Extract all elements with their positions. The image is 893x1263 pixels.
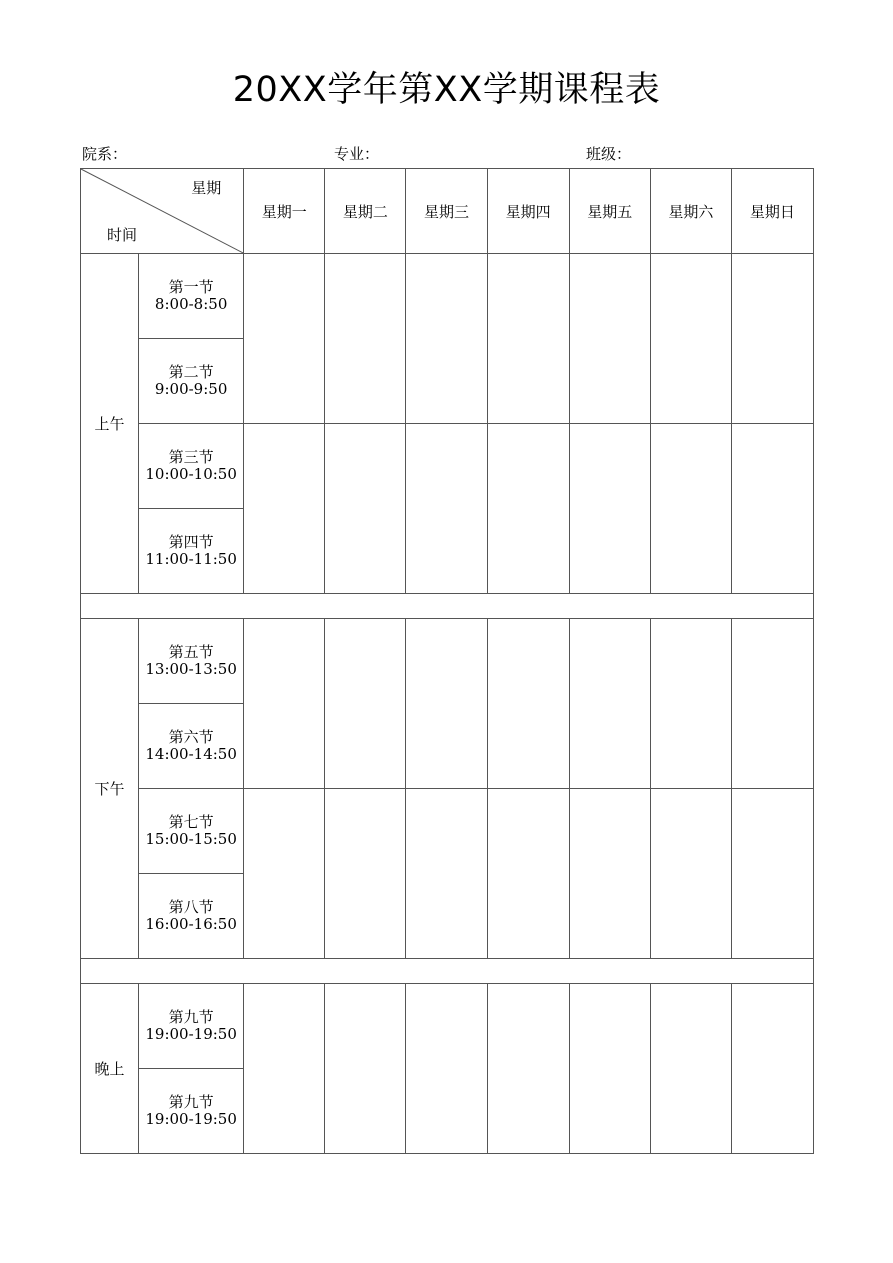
course-cell[interactable] (650, 984, 731, 1154)
break-cell (81, 594, 814, 619)
course-cell[interactable] (731, 424, 813, 594)
day-header-wed: 星期三 (406, 169, 487, 254)
section-label-afternoon: 下午 (81, 619, 139, 959)
corner-time-label: 时间 (107, 226, 138, 244)
period-time: 14:00-14:50 (145, 745, 237, 763)
table-row (81, 789, 814, 874)
course-cell[interactable] (487, 254, 569, 424)
period-name: 第七节 (168, 813, 214, 831)
course-cell[interactable] (487, 789, 569, 959)
day-header-fri: 星期五 (569, 169, 650, 254)
period-name: 第六节 (168, 728, 214, 746)
course-cell[interactable] (650, 619, 731, 789)
day-header-tue: 星期二 (325, 169, 406, 254)
period-time: 16:00-16:50 (145, 915, 237, 933)
table-row (81, 424, 814, 509)
period-time: 13:00-13:50 (145, 660, 237, 678)
section-label-evening: 晚上 (81, 984, 139, 1154)
course-cell[interactable] (487, 424, 569, 594)
corner-header-cell (81, 169, 244, 254)
day-header-sun: 星期日 (731, 169, 813, 254)
table-row (81, 254, 814, 339)
period-name: 第三节 (168, 448, 214, 466)
page-title: 20XX学年第XX学期课程表 (232, 70, 661, 110)
course-cell[interactable] (406, 619, 487, 789)
course-cell[interactable] (731, 789, 813, 959)
course-cell[interactable] (650, 254, 731, 424)
corner-weekday-label: 星期 (191, 179, 222, 197)
period-time: 19:00-19:50 (145, 1025, 237, 1043)
break-row (81, 594, 814, 619)
period-time: 19:00-19:50 (145, 1110, 237, 1128)
course-cell[interactable] (244, 254, 325, 424)
header-row (81, 169, 814, 254)
period-cell (139, 619, 244, 704)
course-cell[interactable] (731, 254, 813, 424)
course-cell[interactable] (487, 619, 569, 789)
period-name: 第二节 (168, 363, 214, 381)
course-cell[interactable] (569, 424, 650, 594)
period-name: 第九节 (168, 1008, 214, 1026)
period-time: 11:00-11:50 (145, 550, 237, 568)
period-cell (139, 874, 244, 959)
course-cell[interactable] (325, 984, 406, 1154)
schedule-table (80, 168, 814, 1154)
course-cell[interactable] (325, 789, 406, 959)
break-cell (81, 959, 814, 984)
period-time: 10:00-10:50 (145, 465, 237, 483)
period-cell (139, 984, 244, 1069)
period-name: 第五节 (168, 643, 214, 661)
period-cell (139, 704, 244, 789)
course-cell[interactable] (650, 789, 731, 959)
section-label-morning: 上午 (81, 254, 139, 594)
course-cell[interactable] (244, 984, 325, 1154)
course-cell[interactable] (244, 424, 325, 594)
period-cell (139, 424, 244, 509)
period-name: 第一节 (168, 278, 214, 296)
period-time: 9:00-9:50 (154, 380, 228, 398)
course-cell[interactable] (244, 789, 325, 959)
course-cell[interactable] (406, 789, 487, 959)
period-time: 15:00-15:50 (145, 830, 237, 848)
day-header-thu: 星期四 (487, 169, 569, 254)
period-cell (139, 339, 244, 424)
period-cell (139, 1069, 244, 1154)
department-label: 院系： (82, 145, 128, 163)
course-cell[interactable] (731, 619, 813, 789)
period-name: 第九节 (168, 1093, 214, 1111)
course-cell[interactable] (569, 984, 650, 1154)
course-cell[interactable] (569, 254, 650, 424)
major-label: 专业： (334, 145, 380, 163)
course-cell[interactable] (406, 984, 487, 1154)
course-cell[interactable] (731, 984, 813, 1154)
course-cell[interactable] (650, 424, 731, 594)
period-cell (139, 254, 244, 339)
course-cell[interactable] (569, 619, 650, 789)
course-cell[interactable] (487, 984, 569, 1154)
break-row (81, 959, 814, 984)
table-row (81, 619, 814, 704)
period-cell (139, 509, 244, 594)
period-name: 第四节 (168, 533, 214, 551)
day-header-mon: 星期一 (244, 169, 325, 254)
course-cell[interactable] (325, 619, 406, 789)
course-cell[interactable] (244, 619, 325, 789)
period-cell (139, 789, 244, 874)
class-label: 班级： (586, 145, 632, 163)
table-row (81, 984, 814, 1069)
day-header-sat: 星期六 (650, 169, 731, 254)
period-name: 第八节 (168, 898, 214, 916)
course-cell[interactable] (325, 254, 406, 424)
course-cell[interactable] (406, 254, 487, 424)
period-time: 8:00-8:50 (154, 295, 228, 313)
course-cell[interactable] (406, 424, 487, 594)
course-cell[interactable] (325, 424, 406, 594)
course-cell[interactable] (569, 789, 650, 959)
